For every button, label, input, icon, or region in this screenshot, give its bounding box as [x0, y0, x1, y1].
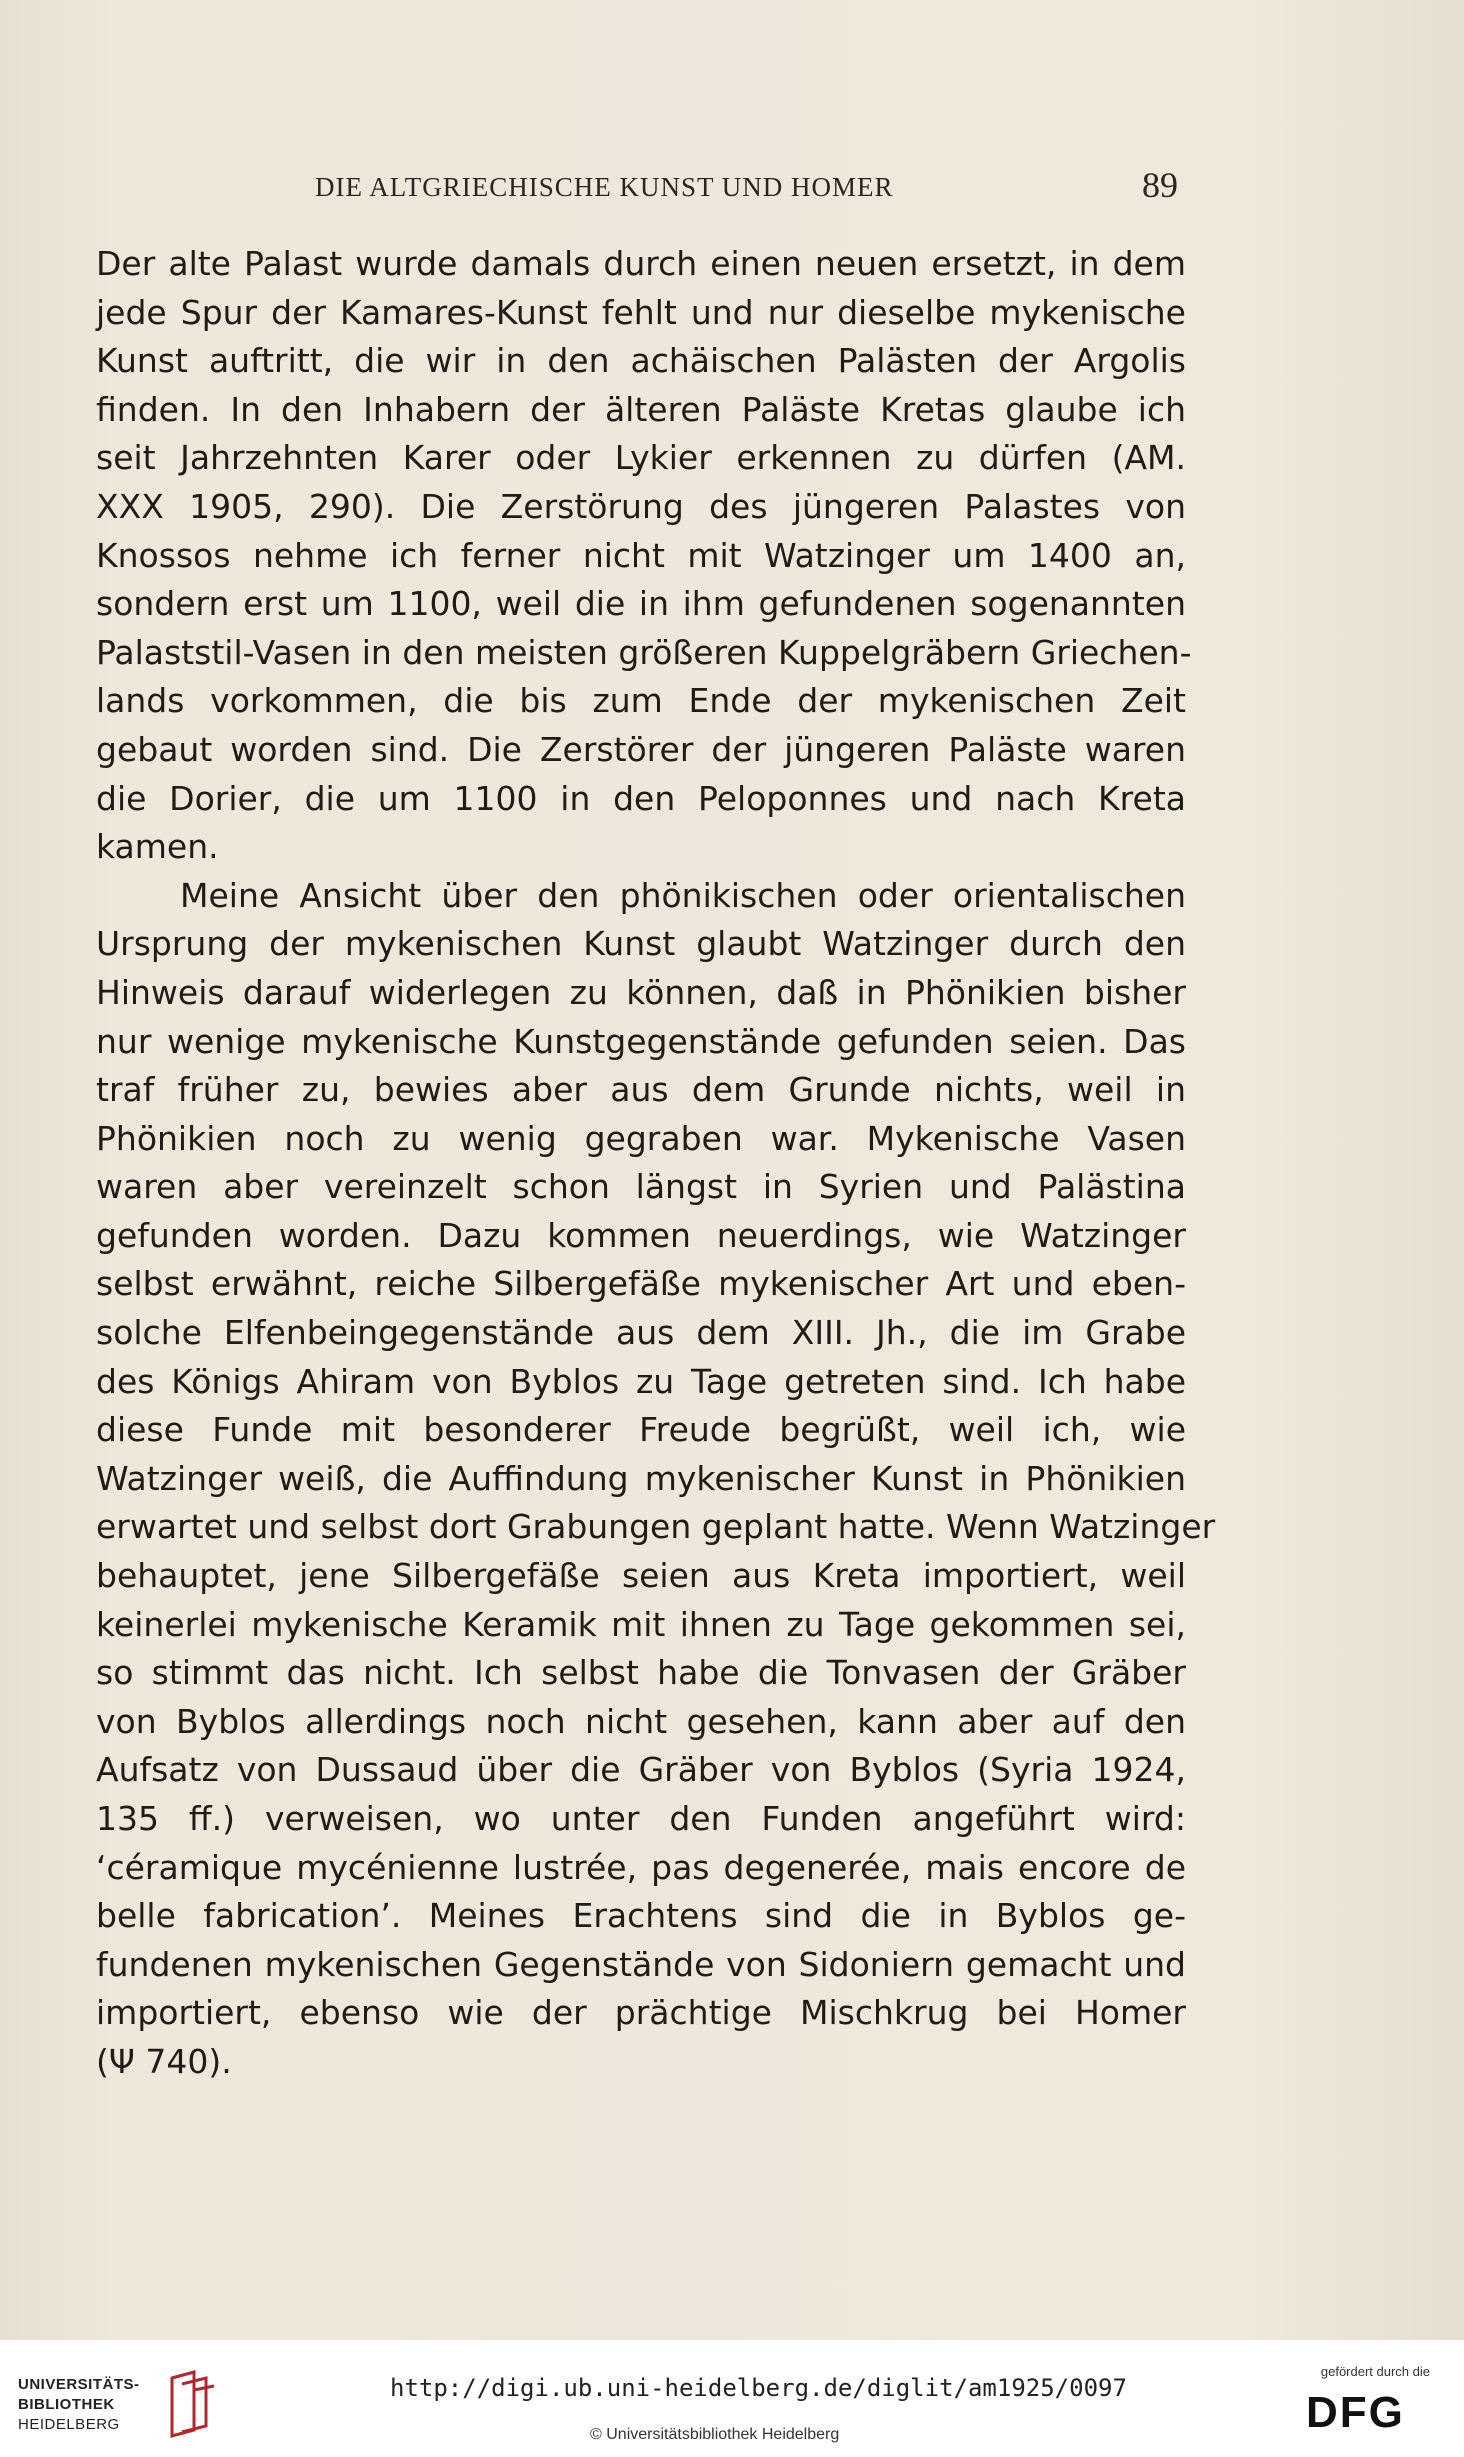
viewer-footer: [0, 2340, 1464, 2457]
library-emblem-icon: [168, 2370, 218, 2438]
text-line: Hinweis darauf widerlegen zu können, daß in Phönikien bisher: [96, 972, 1186, 1012]
text-line: Phönikien noch zu wenig gegraben war. Mykenische Vasen: [96, 1118, 1186, 1158]
page-number: 89: [1142, 165, 1178, 205]
library-name-line3: HEIDELBERG: [18, 2416, 120, 2433]
text-line: jede Spur der Kamares-Kunst fehlt und nur dieselbe mykenische: [96, 292, 1186, 332]
text-line: von Byblos allerdings noch nicht gesehen, kann aber auf den: [96, 1701, 1186, 1741]
text-line: nur wenige mykenische Kunstgegenstände gefunden seien. Das: [96, 1021, 1186, 1061]
text-line: kamen.: [96, 827, 219, 867]
text-line: ‘céramique mycénienne lustrée, pas degenerée, mais encore de: [96, 1847, 1186, 1887]
text-line: gefunden worden. Dazu kommen neuerdings, wie Watzinger: [96, 1215, 1186, 1255]
permalink-url[interactable]: http://digi.ub.uni-heidelberg.de/diglit/am1925/0097: [390, 2374, 1127, 2402]
body-text: [96, 240, 1216, 2087]
text-line: des Königs Ahiram von Byblos zu Tage getreten sind. Ich habe: [96, 1361, 1186, 1401]
text-line: finden. In den Inhabern der älteren Paläste Kretas glaube ich: [96, 389, 1186, 429]
text-line: selbst erwähnt, reiche Silbergefäße mykenischer Art und eben-: [96, 1264, 1186, 1304]
text-line: behauptet, jene Silbergefäße seien aus Kreta importiert, weil: [96, 1556, 1186, 1596]
text-line: traf früher zu, bewies aber aus dem Grunde nichts, weil in: [96, 1070, 1186, 1110]
dfg-logo: DFG: [1306, 2388, 1405, 2437]
text-line: so stimmt das nicht. Ich selbst habe die Tonvasen der Gräber: [96, 1653, 1186, 1693]
text-line: XXX 1905, 290). Die Zerstörung des jüngeren Palastes von: [96, 486, 1186, 526]
text-line: Palaststil-Vasen in den meisten größeren Kuppelgräbern Griechen-: [96, 632, 1192, 672]
text-line: solche Elfenbeingegenstände aus dem XIII. Jh., die im Grabe: [96, 1313, 1186, 1353]
text-line: diese Funde mit besonderer Freude begrüßt, weil ich, wie: [96, 1410, 1186, 1450]
text-line: keinerlei mykenische Keramik mit ihnen zu Tage gekommen sei,: [96, 1604, 1186, 1644]
text-line: lands vorkommen, die bis zum Ende der mykenischen Zeit: [96, 681, 1186, 721]
text-line: die Dorier, die um 1100 in den Peloponnes und nach Kreta: [96, 778, 1186, 818]
text-line: waren aber vereinzelt schon längst in Syrien und Palästina: [96, 1167, 1186, 1207]
library-name-line2: BIBLIOTHEK: [18, 2396, 115, 2413]
text-line: fundenen mykenischen Gegenstände von Sidoniern gemacht und: [96, 1944, 1186, 1984]
library-name-line1: UNIVERSITÄTS-: [18, 2376, 140, 2393]
copyright-notice: © Universitätsbibliothek Heidelberg: [590, 2426, 840, 2443]
text-line: importiert, ebenso wie der prächtige Mischkrug bei Homer: [96, 1993, 1186, 2033]
text-line: Meine Ansicht über den phönikischen oder orientalischen: [180, 875, 1186, 915]
funder-block: [1302, 2364, 1452, 2454]
funding-caption: gefördert durch die: [1320, 2364, 1430, 2379]
library-logo[interactable]: [18, 2370, 208, 2440]
text-line: belle fabrication’. Meines Erachtens sind die in Byblos ge-: [96, 1896, 1186, 1936]
text-line: (Ψ 740).: [96, 2041, 232, 2081]
text-line: erwartet und selbst dort Grabungen geplant hatte. Wenn Watzinger: [96, 1507, 1216, 1547]
text-line: gebaut worden sind. Die Zerstörer der jüngeren Paläste waren: [96, 729, 1186, 769]
text-line: Ursprung der mykenischen Kunst glaubt Watzinger durch den: [96, 924, 1186, 964]
text-line: Kunst auftritt, die wir in den achäischen Palästen der Argolis: [96, 341, 1186, 381]
text-line: Der alte Palast wurde damals durch einen neuen ersetzt, in dem: [96, 244, 1186, 283]
text-line: Watzinger weiß, die Auffindung mykenischer Kunst in Phönikien: [96, 1458, 1186, 1498]
running-title: DIE ALTGRIECHISCHE KUNST UND HOMER: [315, 172, 894, 202]
text-line: Aufsatz von Dussaud über die Gräber von Byblos (Syria 1924,: [96, 1750, 1186, 1790]
text-line: 135 ff.) verweisen, wo unter den Funden angeführt wird:: [96, 1799, 1186, 1838]
page-header: [0, 165, 1464, 212]
text-line: sondern erst um 1100, weil die in ihm gefundenen sogenannten: [96, 584, 1186, 624]
text-line: seit Jahrzehnten Karer oder Lykier erkennen zu dürfen (AM.: [96, 438, 1186, 478]
text-line: Knossos nehme ich ferner nicht mit Watzinger um 1400 an,: [96, 535, 1186, 575]
